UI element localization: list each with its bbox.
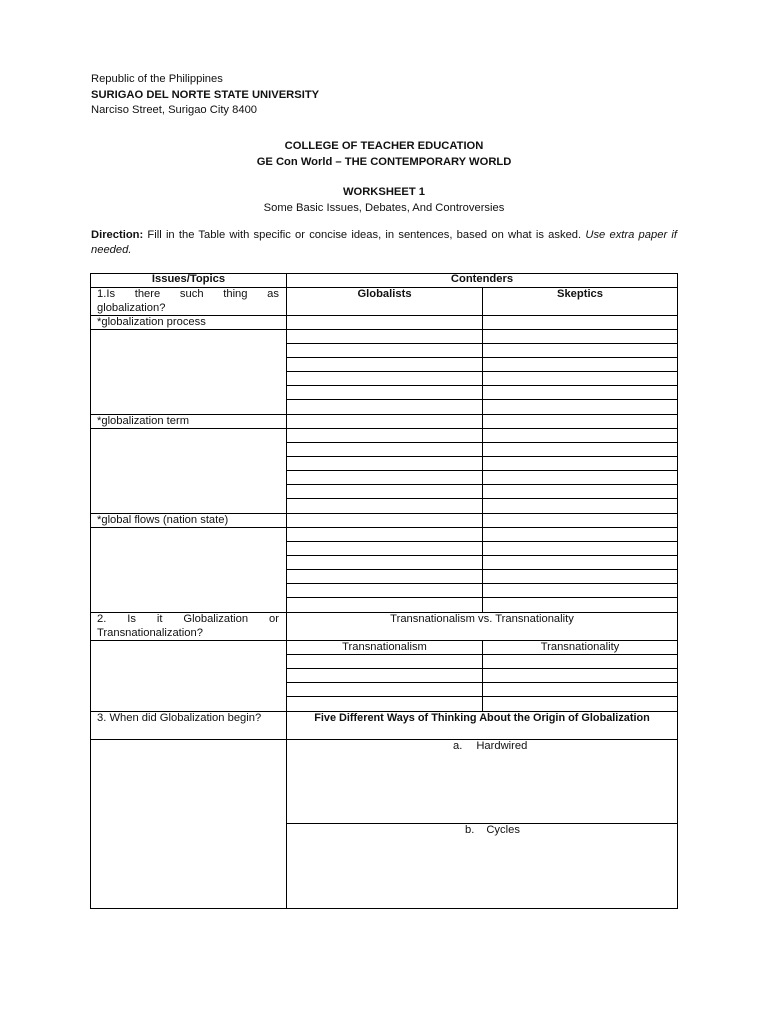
table-divider-issues (286, 273, 287, 909)
row-line (90, 739, 678, 740)
option-b-letter: b. (465, 824, 475, 836)
university-address: Narciso Street, Surigao City 8400 (91, 104, 258, 116)
answer-line (286, 371, 678, 372)
answer-line (286, 583, 678, 584)
answer-line (286, 343, 678, 344)
direction-italic: Use extra paper if needed. (91, 229, 677, 256)
subtopic-globalization-process: *globalization process (97, 316, 206, 328)
col-header-globalists: Globalists (357, 288, 412, 300)
answer-line (286, 541, 678, 542)
answer-line (286, 442, 678, 443)
worksheet-subtitle: Some Basic Issues, Debates, And Controversies (263, 201, 505, 214)
answer-line (286, 385, 678, 386)
option-b-label: Cycles (486, 824, 520, 836)
answer-line (286, 329, 678, 330)
direction-text: Fill in the Table with specific or concise ideas, in sentences, based on what is asked. (143, 229, 586, 241)
answer-line (286, 399, 678, 400)
subject-title: GE Con World – THE CONTEMPORARY WORLD (256, 155, 512, 168)
answer-line (286, 597, 678, 598)
option-b (465, 824, 520, 838)
origin-header: Five Different Ways of Thinking About the Origin of Globalization (314, 712, 650, 724)
college-name: COLLEGE OF TEACHER EDUCATION (284, 140, 484, 152)
answer-line (286, 527, 678, 528)
answer-line (286, 456, 678, 457)
answer-line (286, 357, 678, 358)
subtopic-global-flows: *global flows (nation state) (97, 514, 229, 526)
option-a (453, 740, 527, 754)
table-border-left (90, 273, 91, 909)
option-a-label: Hardwired (476, 740, 528, 752)
answer-line (286, 555, 678, 556)
transnational-header: Transnationalism vs. Transnationality (390, 613, 574, 625)
answer-line (286, 484, 678, 485)
question-1: 1.Is there such thing as globalization? (97, 288, 279, 314)
country-line: Republic of the Philippines (91, 73, 223, 85)
answer-line (286, 428, 678, 429)
answer-line (286, 668, 678, 669)
question-3: 3. When did Globalization begin? (97, 712, 262, 724)
answer-line (286, 498, 678, 499)
table-border-bottom (90, 908, 678, 909)
col-header-issues: Issues/Topics (151, 273, 226, 285)
subtopic-globalization-term: *globalization term (97, 415, 190, 427)
col-header-skeptics: Skeptics (556, 288, 604, 300)
answer-line (286, 682, 678, 683)
university-name: SURIGAO DEL NORTE STATE UNIVERSITY (91, 88, 320, 101)
col-header-transnationalism: Transnationalism (342, 641, 427, 653)
direction-label: Direction: (91, 229, 144, 241)
col-header-contenders: Contenders (450, 273, 514, 285)
question-2: 2. Is it Globalization or Transnationalization? (97, 613, 279, 639)
answer-line (286, 470, 678, 471)
option-a-letter: a. (453, 740, 463, 752)
answer-line (286, 696, 678, 697)
worksheet-title: WORKSHEET 1 (342, 186, 426, 198)
table-border-right (677, 273, 678, 909)
answer-line (286, 569, 678, 570)
table-divider-contenders (482, 287, 483, 613)
col-header-transnationality: Transnationality (540, 641, 620, 653)
